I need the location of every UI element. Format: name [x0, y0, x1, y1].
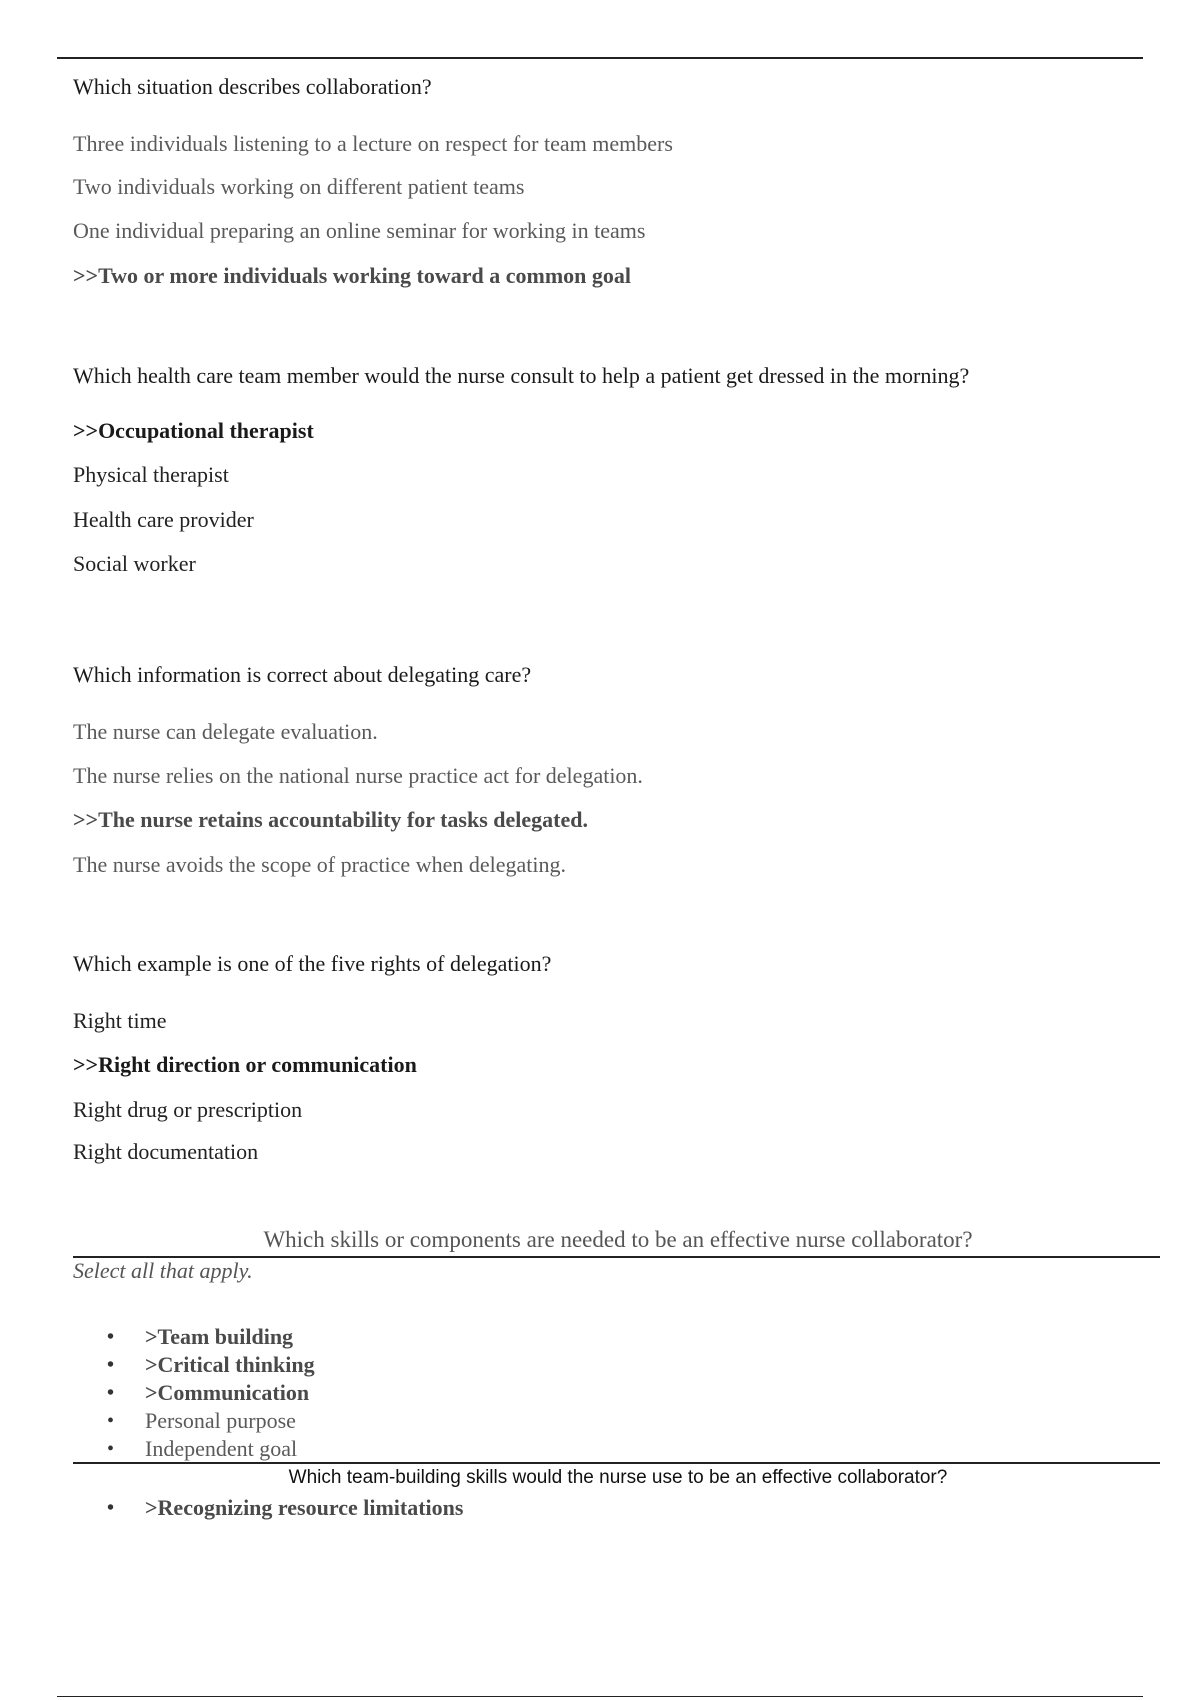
q2-question: Which health care team member would the nurse consult to help a patient get dressed in the morning?	[73, 363, 970, 388]
q5-options-list	[73, 1323, 315, 1463]
bullet-icon: •	[107, 1410, 115, 1432]
q3-option-1: The nurse can delegate evaluation.	[73, 719, 378, 744]
bullet-icon: •	[107, 1438, 115, 1460]
q3-answer: >>The nurse retains accountability for tasks delegated.	[73, 807, 588, 832]
q1-answer: >>Two or more individuals working toward a common goal	[73, 263, 631, 288]
q3-option-2: The nurse relies on the national nurse practice act for delegation.	[73, 763, 643, 788]
q4-question: Which example is one of the five rights of delegation?	[73, 951, 552, 976]
q6-options-list	[73, 1494, 463, 1522]
q4-option-4: Right documentation	[73, 1139, 259, 1164]
q5-option-5: • Independent goal	[107, 1436, 298, 1461]
q5-option-4: • Personal purpose	[107, 1408, 296, 1433]
q5-question: Which skills or components are needed to be an effective nurse collaborator?	[263, 1227, 973, 1252]
q6-divider	[73, 1462, 1160, 1464]
top-rule	[57, 57, 1143, 59]
q1-option-3: One individual preparing an online seminar for working in teams	[73, 218, 646, 243]
q4-option-1: Right time	[73, 1008, 167, 1033]
q2-option-3: Health care provider	[73, 507, 254, 532]
q6-question: Which team-building skills would the nurse use to be an effective collaborator?	[288, 1467, 948, 1488]
q2-option-2: Physical therapist	[73, 462, 229, 487]
q5-instruction: Select all that apply.	[73, 1258, 253, 1283]
q5-option-3: • >Communication	[107, 1380, 310, 1405]
q1-question: Which situation describes collaboration?	[73, 74, 432, 99]
bullet-icon: •	[107, 1497, 115, 1519]
q2-option-4: Social worker	[73, 551, 196, 576]
q3-question: Which information is correct about delegating care?	[73, 662, 532, 687]
q4-option-3: Right drug or prescription	[73, 1097, 303, 1122]
bullet-icon: •	[107, 1354, 115, 1376]
q5-option-1: • >Team building	[107, 1324, 294, 1349]
q6-option-1: • >Recognizing resource limitations	[107, 1495, 464, 1520]
q3-option-4: The nurse avoids the scope of practice when delegating.	[73, 852, 566, 877]
bullet-icon: •	[107, 1326, 115, 1348]
bottom-rule	[57, 1696, 1143, 1697]
q1-option-1: Three individuals listening to a lecture on respect for team members	[73, 131, 673, 156]
q1-option-2: Two individuals working on different patient teams	[73, 174, 525, 199]
q5-option-2: • >Critical thinking	[107, 1352, 315, 1377]
q2-answer: >>Occupational therapist	[73, 418, 314, 443]
bullet-icon: •	[107, 1382, 115, 1404]
q4-answer: >>Right direction or communication	[73, 1052, 417, 1077]
